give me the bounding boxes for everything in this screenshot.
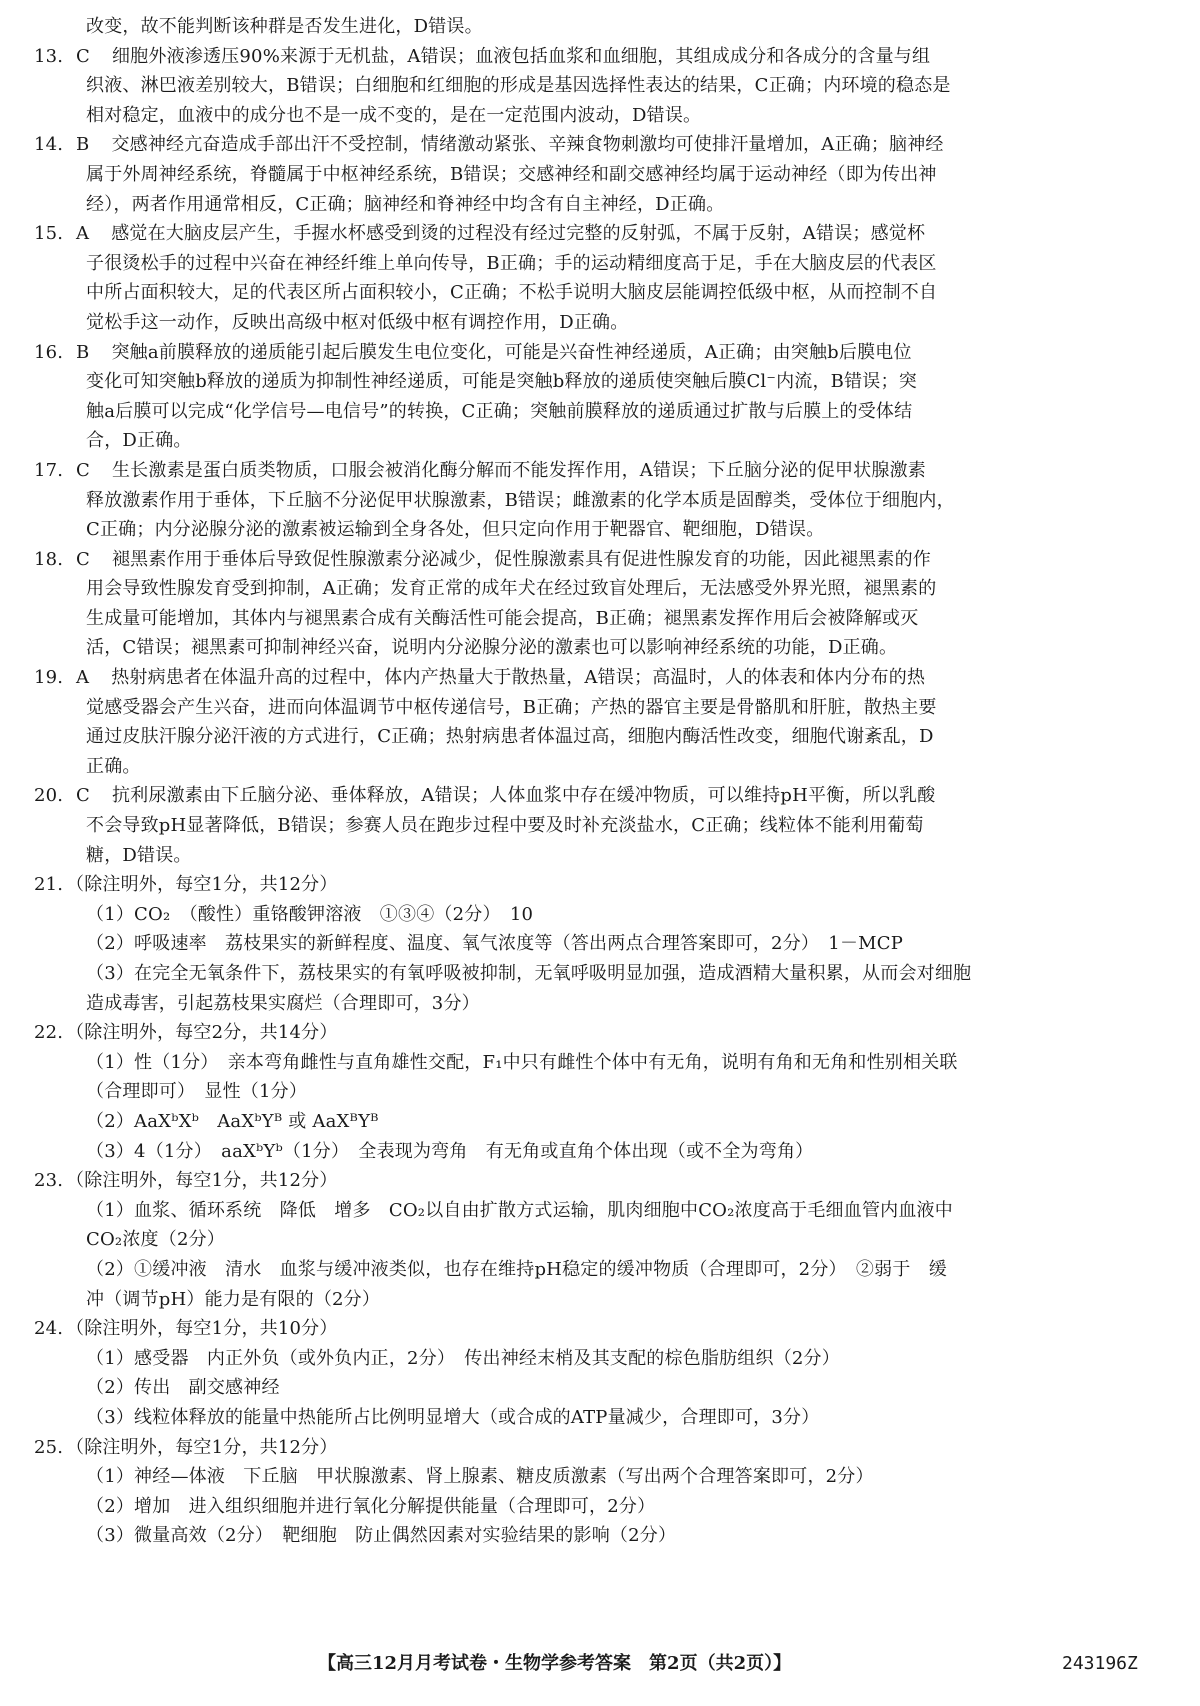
answer-item	[34, 545, 1158, 663]
explanation-text: 触a后膜可以完成“化学信号—电信号”的转换，C正确；突触前膜释放的递质通过扩散与后膜上的受体结	[86, 400, 913, 422]
explanation-text: 糖，D错误。	[86, 844, 192, 866]
explanation-line	[86, 722, 1158, 752]
answer-content	[34, 12, 1158, 1551]
explanation-text: 细胞外液渗透压90%来源于无机盐，A错误；血液包括血浆和血细胞，其组成成分和各成分的含量与组	[111, 45, 931, 67]
explanation-text: 交感神经亢奋造成手部出汗不受控制，情绪激动紧张、辛辣食物刺激均可使排汗量增加，A正确；脑神经	[111, 134, 944, 156]
answer-item	[34, 42, 1158, 131]
explanation-text: 合，D正确。	[86, 430, 192, 452]
question-number: 16.	[34, 341, 64, 363]
answer-line: CO₂浓度（2分）	[86, 1229, 225, 1251]
answer-line: （3）在完全无氧条件下，荔枝果实的有氧呼吸被抑制，无氧呼吸明显加强，造成酒精大量积累，从而会对细胞	[86, 963, 972, 984]
section-header	[34, 1018, 1158, 1048]
section-header	[34, 1166, 1158, 1196]
explanation-line	[34, 42, 1158, 72]
section-header	[34, 870, 1158, 900]
explanation-text: 突触a前膜释放的递质能引起后膜发生电位变化，可能是兴奋性神经递质，A正确；由突触b后膜电位	[111, 341, 912, 363]
answer-line: 造成毒害，引起荔枝果实腐烂（合理即可，3分）	[86, 992, 480, 1014]
explanation-line	[86, 693, 1158, 723]
explanation-text: 经），两者作用通常相反，C正确；脑神经和脊神经中均含有自主神经，D正确。	[86, 193, 725, 215]
answer-choice: C	[76, 785, 90, 807]
explanation-text: 热射病患者在体温升高的过程中，体内产热量大于散热量，A错误；高温时，人的体表和体内分布的热	[111, 667, 926, 689]
answer-section	[34, 1314, 1158, 1432]
answer-choice: A	[76, 667, 90, 689]
explanation-text: 褪黑素作用于垂体后导致促性腺激素分泌减少，促性腺激素具有促进性腺发育的功能，因此褪黑素的作	[111, 548, 931, 570]
explanation-line	[86, 633, 1158, 663]
explanation-line	[34, 456, 1158, 486]
explanation-line	[86, 752, 1158, 782]
explanation-line	[34, 663, 1158, 693]
question-number: 20.	[34, 785, 64, 807]
explanation-text: 生成量可能增加，其体内与褪黑素合成有关酶活性可能会提高，B正确；褪黑素发挥作用后会被降解或灭	[86, 607, 919, 629]
explanation-line	[86, 160, 1158, 190]
explanation-text: 用会导致性腺发育受到抑制，A正确；发育正常的成年犬在经过致盲处理后，无法感受外界光照，褪黑素的	[86, 578, 937, 600]
answer-item	[34, 456, 1158, 545]
question-number: 24.	[34, 1318, 64, 1340]
answer-line: （2）AaXᵇXᵇ AaXᵇYᴮ 或 AaXᴮYᴮ	[86, 1110, 379, 1132]
answer-item	[34, 781, 1158, 870]
explanation-line	[86, 308, 1158, 338]
answer-section	[34, 1433, 1158, 1551]
explanation-line	[34, 545, 1158, 575]
answer-item	[34, 663, 1158, 781]
question-number: 21.	[34, 874, 64, 896]
explanation-text: 活，C错误；褪黑素可抑制神经兴奋，说明内分泌腺分泌的激素也可以影响神经系统的功能，D正确。	[86, 637, 898, 659]
question-number: 18.	[34, 548, 64, 570]
scoring-note: （除注明外，每空1分，共10分）	[66, 1318, 338, 1340]
question-number: 19.	[34, 667, 64, 689]
written-answers	[34, 870, 1158, 1551]
answer-section	[34, 1018, 1158, 1166]
section-header	[34, 1433, 1158, 1463]
explanation-line	[86, 574, 1158, 604]
explanation-line	[86, 426, 1158, 456]
explanation-text: 感觉在大脑皮层产生，手握水杯感受到烫的过程没有经过完整的反射弧，不属于反射，A错误；感觉杯	[111, 223, 926, 245]
explanation-text: 不会导致pH显著降低，B错误；参赛人员在跑步过程中要及时补充淡盐水，C正确；线粒体不能利用葡萄	[86, 815, 924, 837]
section-header	[34, 1314, 1158, 1344]
explanation-text: 释放激素作用于垂体，下丘脑不分泌促甲状腺激素，B错误；雌激素的化学本质是固醇类，受体位于细胞内，	[86, 489, 955, 511]
question-number: 25.	[34, 1436, 64, 1458]
explanation-text: 相对稳定，血液中的成分也不是一成不变的，是在一定范围内波动，D错误。	[86, 104, 702, 126]
scoring-note: （除注明外，每空1分，共12分）	[66, 1170, 338, 1192]
explanation-text: C正确；内分泌腺分泌的激素被运输到全身各处，但只定向作用于靶器官、靶细胞，D错误。	[86, 519, 825, 541]
explanation-line	[86, 841, 1158, 871]
explanation-text: 觉松手这一动作，反映出高级中枢对低级中枢有调控作用，D正确。	[86, 311, 629, 333]
question-number: 23.	[34, 1170, 64, 1192]
scoring-note: （除注明外，每空1分，共12分）	[66, 874, 338, 896]
answer-line: （3）4（1分） aaXᵇYᵇ（1分） 全表现为弯角 有无角或直角个体出现（或不全为弯角）	[86, 1140, 814, 1162]
answer-line: （2）增加 进入组织细胞并进行氧化分解提供能量（合理即可，2分）	[86, 1495, 656, 1517]
question-number: 17.	[34, 459, 64, 481]
answer-choice: C	[76, 45, 90, 67]
explanation-text: 变化可知突触b释放的递质为抑制性神经递质，可能是突触b释放的递质使突触后膜Cl⁻内流，B错误；突	[86, 371, 917, 393]
document-code: 243196Z	[1062, 1653, 1138, 1674]
explanation-line	[86, 190, 1158, 220]
explanation-text: 织液、淋巴液差别较大，B错误；白细胞和红细胞的形成是基因选择性表达的结果，C正确；内环境的稳态是	[86, 75, 951, 97]
explanation-line	[86, 515, 1158, 545]
explanation-text: 正确。	[86, 755, 141, 777]
answer-line: （2）呼吸速率 荔枝果实的新鲜程度、温度、氧气浓度等（答出两点合理答案即可，2分） 1－MCP	[86, 933, 904, 955]
footer-title: 【高三12月月考试卷・生物学参考答案 第2页（共2页）】	[318, 1653, 792, 1674]
answer-choice: C	[76, 548, 90, 570]
explanation-text: 通过皮肤汗腺分泌汗液的方式进行，C正确；热射病患者体温过高，细胞内酶活性改变，细胞代谢紊乱，D	[86, 726, 934, 748]
answer-item	[34, 219, 1158, 337]
explanation-line	[86, 811, 1158, 841]
explanation-text: 抗利尿激素由下丘脑分泌、垂体释放，A错误；人体血浆中存在缓冲物质，可以维持pH平衡，所以乳酸	[111, 785, 936, 807]
question-number: 14.	[34, 134, 64, 156]
answer-line: （2）传出 副交感神经	[86, 1377, 280, 1399]
explanation-line	[34, 781, 1158, 811]
explanation-text: 生长激素是蛋白质类物质，口服会被消化酶分解而不能发挥作用，A错误；下丘脑分泌的促甲状腺激素	[111, 459, 926, 481]
explanation-line	[86, 71, 1158, 101]
explanation-line	[34, 338, 1158, 368]
answer-choice: A	[76, 223, 90, 245]
explanation-line	[86, 101, 1158, 131]
explanation-text: 子很烫松手的过程中兴奋在神经纤维上单向传导，B正确；手的运动精细度高于足，手在大脑皮层的代表区	[86, 252, 937, 274]
explanation-line	[86, 367, 1158, 397]
explanation-text: 中所占面积较大，足的代表区所占面积较小，C正确；不松手说明大脑皮层能调控低级中枢，从而控制不自	[86, 282, 938, 304]
answer-line: （1）神经—体液 下丘脑 甲状腺激素、肾上腺素、糖皮质激素（写出两个合理答案即可，2分）	[86, 1466, 874, 1488]
answer-item	[34, 130, 1158, 219]
answer-line: （1）感受器 内正外负（或外负内正，2分） 传出神经末梢及其支配的棕色脂肪组织（2分）	[86, 1347, 840, 1369]
answer-line: 冲（调节pH）能力是有限的（2分）	[86, 1288, 381, 1310]
explanation-text: 觉感受器会产生兴奋，进而向体温调节中枢传递信号，B正确；产热的器官主要是骨骼肌和肝脏，散热主要	[86, 696, 937, 718]
question-number: 22.	[34, 1022, 64, 1044]
answer-line: （2）①缓冲液 清水 血浆与缓冲液类似，也存在维持pH稳定的缓冲物质（合理即可，2分） ②弱于 缓	[86, 1258, 947, 1280]
question-number: 15.	[34, 223, 64, 245]
answer-section	[34, 1166, 1158, 1314]
explanation-text: 属于外周神经系统，脊髓属于中枢神经系统，B错误；交感神经和副交感神经均属于运动神经（即为传出神	[86, 163, 937, 185]
explanation-line	[86, 278, 1158, 308]
scoring-note: （除注明外，每空2分，共14分）	[66, 1022, 338, 1044]
answer-line: （1）血浆、循环系统 降低 增多 CO₂以自由扩散方式运输，肌肉细胞中CO₂浓度高于毛细血管内血液中	[86, 1199, 953, 1221]
answer-line: （1）性（1分） 亲本弯角雌性与直角雄性交配，F₁中只有雌性个体中有无角，说明有角和无角和性别相关联	[86, 1051, 958, 1073]
scoring-note: （除注明外，每空1分，共12分）	[66, 1436, 338, 1458]
answer-line: （1）CO₂ （酸性）重铬酸钾溶液 ①③④（2分） 10	[86, 903, 534, 925]
explanation-line	[86, 604, 1158, 634]
lead-line: 改变，故不能判断该种群是否发生进化，D错误。	[86, 16, 483, 37]
answer-line: （3）线粒体释放的能量中热能所占比例明显增大（或合成的ATP量减少，合理即可，3分）	[86, 1406, 820, 1428]
explanation-line	[86, 486, 1158, 516]
answer-choice: B	[76, 341, 90, 363]
explanation-line	[34, 130, 1158, 160]
answer-choice: B	[76, 134, 90, 156]
answer-section	[34, 870, 1158, 1018]
choice-answers	[34, 42, 1158, 871]
answer-line: （3）微量高效（2分） 靶细胞 防止偶然因素对实验结果的影响（2分）	[86, 1525, 677, 1547]
question-number: 13.	[34, 45, 64, 67]
explanation-line	[86, 397, 1158, 427]
answer-line: （合理即可） 显性（1分）	[86, 1081, 308, 1103]
explanation-line	[34, 219, 1158, 249]
explanation-line	[86, 249, 1158, 279]
answer-choice: C	[76, 459, 90, 481]
answer-item	[34, 338, 1158, 456]
